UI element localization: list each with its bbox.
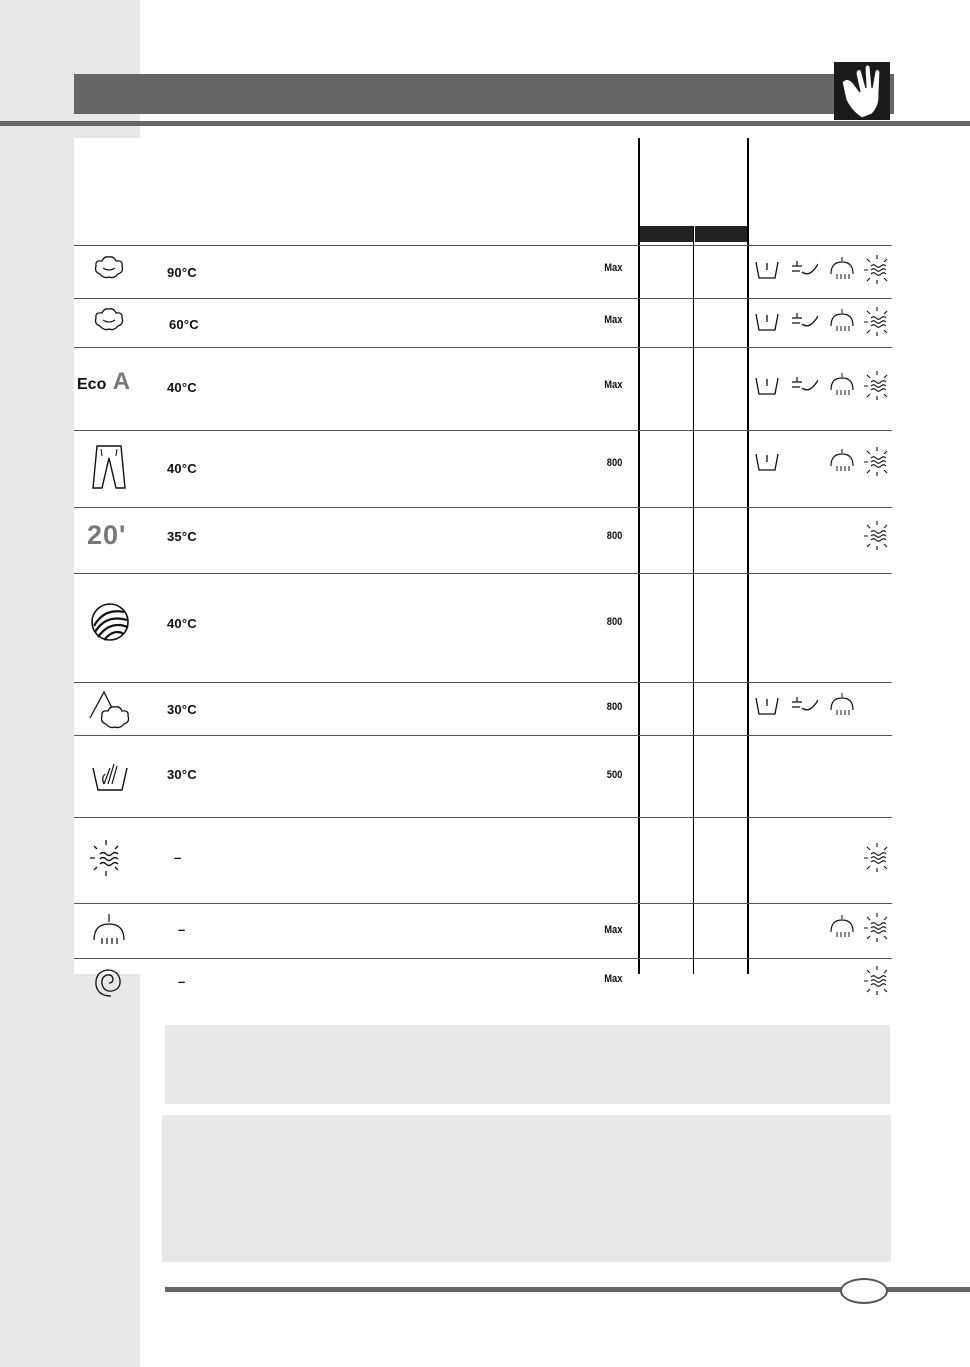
spin-speed-label: 800 [606,530,622,542]
spin-icon [862,842,892,874]
prewash-icon [754,446,784,478]
temperature-label: 40°C [167,616,197,631]
temperature-label: 40°C [167,461,197,476]
temperature-label: 60°C [169,317,199,332]
row-divider [74,903,892,904]
spin-speed-label: Max [603,924,622,936]
phase-icons [754,312,890,342]
hand-wash-icon [834,62,890,120]
program-table [74,138,892,989]
row-divider [74,347,892,348]
row-divider [74,298,892,299]
row-divider [74,430,892,431]
phase-icons [754,260,890,290]
phase-icons [754,452,890,482]
note-box [165,1025,890,1104]
delicates-icon [88,688,134,730]
temperature-label: 35°C [167,529,197,544]
spin-icon [862,306,892,338]
column-divider [747,138,749,974]
spin-speed-label: 800 [606,701,622,713]
row-divider [74,507,892,508]
spin-icon [86,838,126,878]
phase-icons [754,918,890,948]
wash-icon [788,370,818,402]
eco-label-text: Eco [77,376,107,393]
rinse-icon [828,306,858,338]
prewash-icon [754,370,784,402]
row-divider [74,573,892,574]
rinse-icon [828,690,858,722]
spin-speed-label: 800 [606,457,622,469]
spin-icon [862,370,892,402]
phase-icons [754,616,890,646]
handwash-icon [90,754,130,794]
cotton-icon [92,306,126,334]
column-header-dark [640,226,693,242]
wool-icon [90,602,130,642]
row-divider [74,682,892,683]
row-divider [74,817,892,818]
rinse-icon [828,446,858,478]
wash-icon [788,690,818,722]
column-divider [693,226,694,974]
spin-icon [862,965,892,997]
column-header-dark [695,226,747,242]
energy-class-a: A [112,368,131,395]
spin-speed-label: 500 [606,769,622,781]
wash-icon [788,306,818,338]
spin-icon [862,912,892,944]
quick-20-label: 20' [87,520,127,550]
spin-speed-label: Max [603,973,622,985]
rinse-icon [828,912,858,944]
prewash-icon [754,254,784,286]
spin-icon [862,446,892,478]
prewash-icon [754,306,784,338]
phase-icons [754,696,890,726]
rinse-icon [828,254,858,286]
temperature-label: 30°C [167,767,197,782]
temperature-label: 30°C [167,702,197,717]
temperature-label: – [174,850,182,865]
spin-speed-label: Max [603,314,622,326]
spin-speed-label: 800 [606,616,622,628]
drain-spiral-icon [92,967,126,999]
spin-icon [862,520,892,552]
column-divider [638,138,640,974]
spin-icon [862,254,892,286]
page-number-oval [840,1278,888,1304]
row-divider [74,245,892,246]
section-header-bar [74,74,894,114]
cotton-icon [92,254,126,282]
phase-icons [754,971,890,1001]
temperature-label: 40°C [167,380,197,395]
trousers-icon [92,444,126,490]
eco-a-label [77,368,130,396]
row-divider [74,958,892,959]
phase-icons [754,376,890,406]
header-rule [0,121,970,126]
temperature-label: – [178,974,186,989]
temperature-label: – [178,922,186,937]
spin-speed-label: Max [603,262,622,274]
note-box [162,1115,891,1262]
phase-icons [754,848,890,878]
phase-icons [754,764,890,794]
row-divider [74,735,892,736]
rinse-icon [828,370,858,402]
prewash-icon [754,690,784,722]
phase-icons [754,526,890,556]
wash-icon [788,254,818,286]
temperature-label: 90°C [167,265,197,280]
rinse-icon [90,912,128,948]
spin-speed-label: Max [603,379,622,391]
